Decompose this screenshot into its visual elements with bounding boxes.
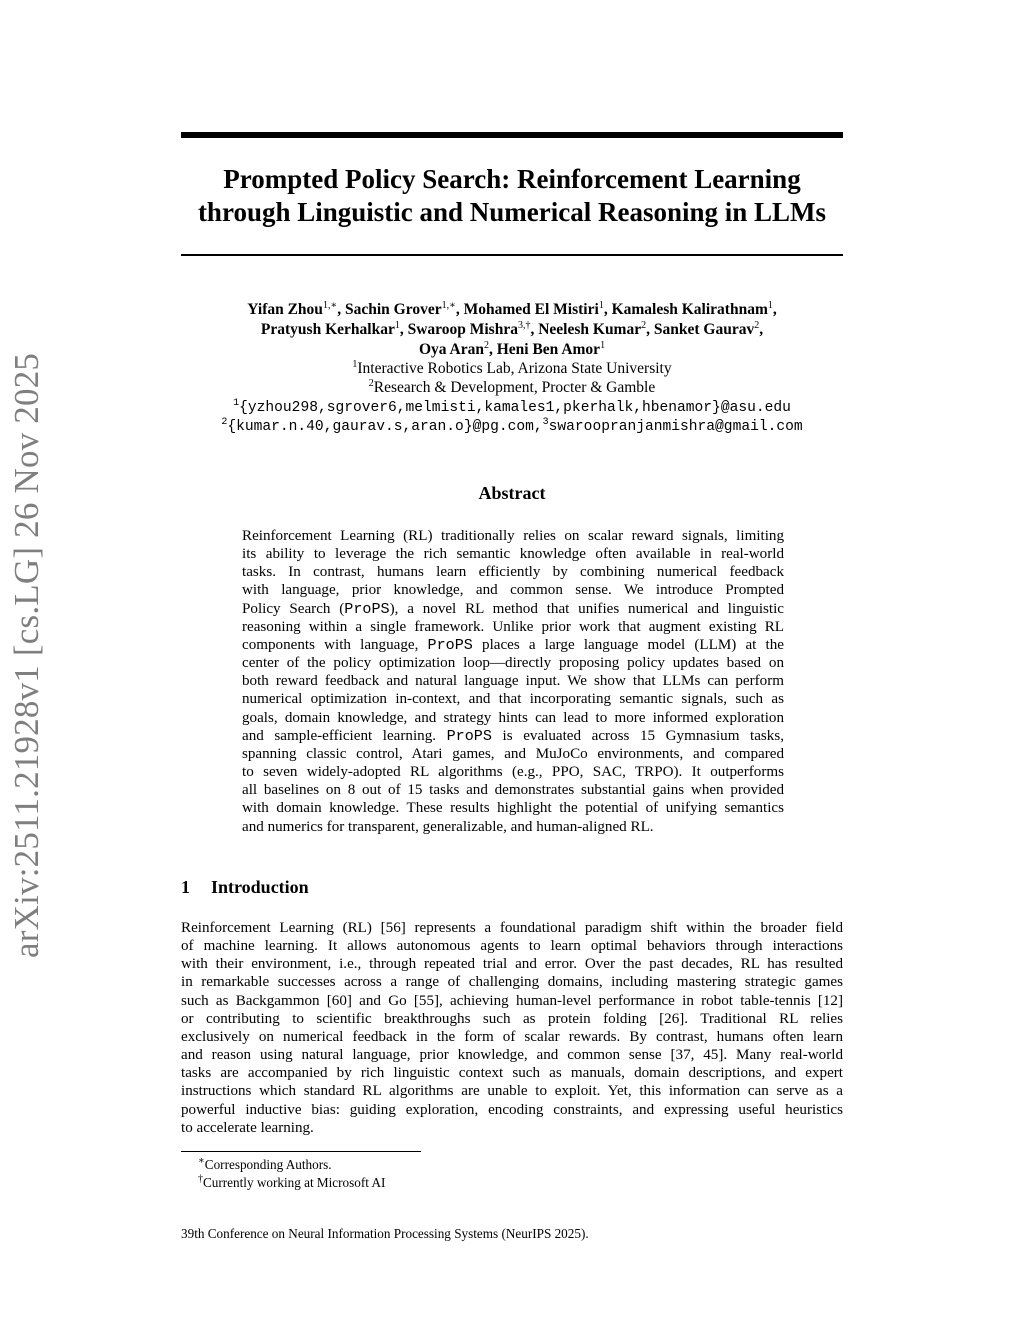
abstract-line: with language, prior knowledge, and common sense. We introduce Prompted xyxy=(242,582,784,599)
email-mark: 1 xyxy=(233,398,240,410)
footnote-mark: ∗ xyxy=(198,1155,205,1167)
author-sep: , xyxy=(337,301,345,318)
abstract-line: components with language, ProPS places a large language model (LLM) at the xyxy=(242,635,784,654)
author-affil-mark: 1,∗ xyxy=(322,299,338,311)
title-line-1: Prompted Policy Search: Reinforcement Learning xyxy=(223,164,801,194)
introduction-line: to accelerate learning. xyxy=(181,1119,314,1136)
author-sep: , xyxy=(759,321,764,338)
introduction-body xyxy=(181,919,843,1137)
conference-note: 39th Conference on Neural Information Processing Systems (NeurIPS 2025). xyxy=(181,1226,589,1241)
author-affil-mark: 1 xyxy=(394,319,400,331)
email-mark: 3 xyxy=(542,417,549,429)
title-rule-top xyxy=(181,132,843,138)
affiliation-mark: 2 xyxy=(368,377,374,389)
email-mark: 2 xyxy=(221,417,228,429)
author-name: Neelesh Kumar xyxy=(538,321,642,338)
email-text[interactable]: swaroopranjanmishra@gmail.com xyxy=(548,419,803,435)
author-list xyxy=(150,300,874,360)
abstract-line: goals, domain knowledge, and strategy hints can lead to more informed exploration xyxy=(242,709,784,726)
affiliation-text: Interactive Robotics Lab, Arizona State University xyxy=(357,360,672,377)
author-affil-mark: 1 xyxy=(598,299,604,311)
abstract-line: its ability to leverage the rich semantic knowledge often available in real-world xyxy=(242,546,784,563)
author-sep: , xyxy=(488,341,497,358)
abstract-line: spanning classic control, Atari games, and MuJoCo environments, and compared xyxy=(242,745,784,762)
footnote-rule xyxy=(181,1151,421,1152)
introduction-line: tasks are accompanied by rich linguistic context such as manuals, domain descriptions, and expert xyxy=(181,1065,843,1082)
affiliation-mark: 1 xyxy=(352,358,358,370)
affiliation-2 xyxy=(150,378,874,398)
footnote-1 xyxy=(198,1156,332,1173)
abstract-line: numerical optimization in-context, and that incorporating semantic signals, such as xyxy=(242,691,784,708)
abstract-line: all baselines on 8 out of 15 tasks and demonstrates substantial gains when provided xyxy=(242,782,784,799)
author-line-2 xyxy=(150,320,874,340)
author-name: Pratyush Kerhalkar xyxy=(260,321,395,338)
abstract-line: Reinforcement Learning (RL) traditionally relies on scalar reward signals, limiting xyxy=(242,528,784,544)
footnote-2 xyxy=(198,1174,385,1191)
abstract-line: with domain knowledge. These results highlight the potential of unifying semantics xyxy=(242,800,784,817)
author-affil-mark: 1 xyxy=(600,339,606,351)
abstract-heading: Abstract xyxy=(478,483,546,503)
author-affil-mark: 2 xyxy=(483,339,489,351)
method-name: ProPS xyxy=(427,635,473,654)
abstract-line: center of the policy optimization loop—directly proposing policy updates based on xyxy=(242,655,784,672)
author-name: Mohamed El Mistiri xyxy=(463,301,599,318)
author-sep: , xyxy=(399,321,408,338)
introduction-line: Reinforcement Learning (RL) [56] represents a foundational paradigm shift within the broader field xyxy=(181,920,843,936)
author-affil-mark: 2 xyxy=(641,319,647,331)
email-text[interactable]: {kumar.n.40,gaurav.s,aran.o}@pg.com, xyxy=(227,419,543,435)
section-number: 1 xyxy=(181,877,190,897)
footnote-text: Corresponding Authors. xyxy=(204,1157,332,1172)
abstract-line: both reward feedback and natural language input. We show that LLMs can perform xyxy=(242,673,784,690)
author-sep: , xyxy=(603,301,612,318)
introduction-line: or contributing to scientific breakthroughs such as protein folding [26]. Traditional RL relies xyxy=(181,1010,843,1027)
abstract-line: tasks. In contrast, humans learn efficiently by combining numerical feedback xyxy=(242,564,784,581)
email-text[interactable]: {yzhou298,sgrover6,melmisti,kamales1,pkerhalk,hbenamor}@asu.edu xyxy=(239,400,791,416)
footnote-text: Currently working at Microsoft AI xyxy=(203,1175,386,1190)
author-line-1 xyxy=(150,300,874,320)
author-name: Yifan Zhou xyxy=(247,301,323,318)
footnote-mark: † xyxy=(198,1173,203,1185)
author-affil-mark: 3,† xyxy=(517,319,531,331)
author-name: Swaroop Mishra xyxy=(407,321,518,338)
author-line-3 xyxy=(150,340,874,360)
paper-title xyxy=(150,163,874,229)
arxiv-stamp: arXiv:2511.21928v1 [cs.LG] 26 Nov 2025 xyxy=(7,352,46,958)
author-sep: , xyxy=(530,321,539,338)
author-name: Kamalesh Kalirathnam xyxy=(611,301,768,318)
author-sep: , xyxy=(455,301,464,318)
introduction-line: with their environment, i.e., through repeated trial and error. Over the past decades, RL has resulted xyxy=(181,956,843,973)
introduction-line: and reason using natural language, prior knowledge, and common sense [37, 45]. Many real-world xyxy=(181,1047,843,1064)
affiliation-text: Research & Development, Procter & Gamble xyxy=(373,379,656,396)
abstract-line: Policy Search (ProPS), a novel RL method that unifies numerical and linguistic xyxy=(242,599,784,618)
section-heading-introduction xyxy=(181,876,309,898)
email-line-1 xyxy=(150,398,874,418)
title-line-2: through Linguistic and Numerical Reasoning in LLMs xyxy=(197,197,827,227)
section-title: Introduction xyxy=(211,877,309,897)
title-rule-bottom xyxy=(181,254,843,256)
introduction-line: powerful inductive bias: guiding exploration, encoding constraints, and expressing useful heuristics xyxy=(181,1101,843,1118)
introduction-line: exclusively on numerical feedback in the form of scalar rewards. By contrast, humans often learn xyxy=(181,1028,843,1045)
author-name: Sachin Grover xyxy=(344,301,442,318)
author-affil-mark: 1,∗ xyxy=(441,299,456,311)
introduction-line: of machine learning. It allows autonomous agents to learn optimal behaviors through interactions xyxy=(181,938,843,955)
email-line-2 xyxy=(150,417,874,437)
author-name: Sanket Gaurav xyxy=(653,321,755,338)
author-affil-mark: 1 xyxy=(767,299,773,311)
introduction-line: such as Backgammon [60] and Go [55], achieving human-level performance in robot table-tennis [12] xyxy=(181,992,843,1009)
abstract-line: and numerics for transparent, generalizable, and human-aligned RL. xyxy=(242,818,654,835)
affiliation-1 xyxy=(150,359,874,379)
author-affil-mark: 2 xyxy=(754,319,760,331)
abstract-line: and sample-efficient learning. ProPS is evaluated across 15 Gymnasium tasks, xyxy=(242,726,784,745)
abstract-line: to seven widely-adopted RL algorithms (e.g., PPO, SAC, TRPO). It outperforms xyxy=(242,764,784,781)
author-name: Heni Ben Amor xyxy=(496,341,601,358)
author-name: Oya Aran xyxy=(418,341,484,358)
method-name: ProPS xyxy=(344,599,390,618)
abstract-line: reasoning within a single framework. Unlike prior work that augment existing RL xyxy=(242,618,784,635)
introduction-line: in remarkable successes across a range of challenging domains, including mastering strategic games xyxy=(181,974,843,991)
abstract-body xyxy=(242,527,784,836)
method-name: ProPS xyxy=(446,726,492,745)
author-sep: , xyxy=(646,321,654,338)
introduction-line: instructions which standard RL algorithms are unable to exploit. Yet, this information can serve as a xyxy=(181,1083,843,1100)
author-sep: , xyxy=(772,301,777,318)
